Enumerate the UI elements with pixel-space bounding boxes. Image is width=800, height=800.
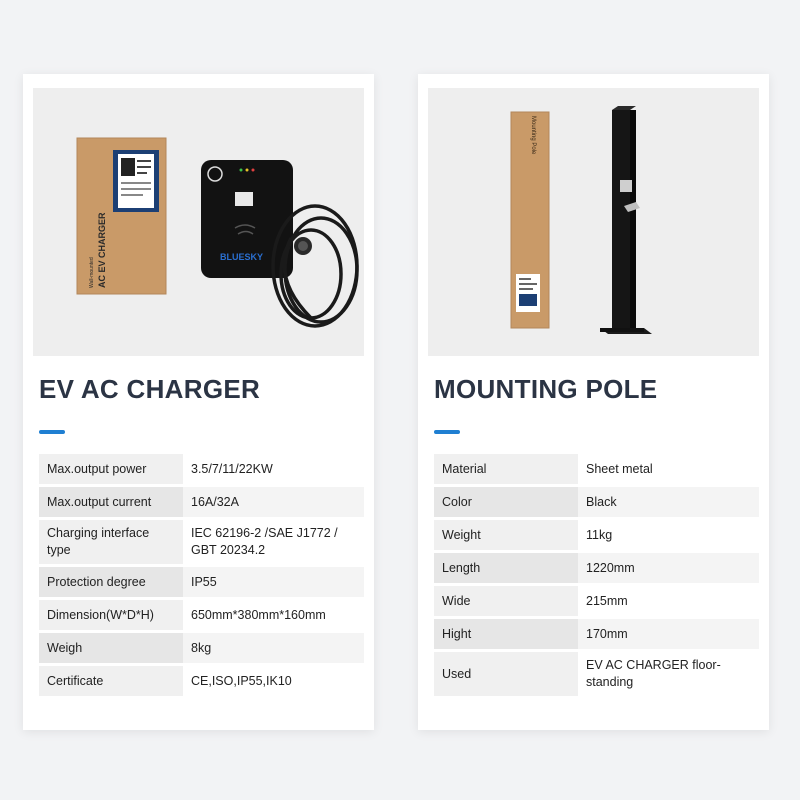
spec-value: Black [578, 487, 759, 517]
spec-label: Color [434, 487, 578, 517]
table-row [39, 454, 364, 484]
product-title: EV AC CHARGER [39, 374, 261, 404]
spec-label: Hight [434, 619, 578, 649]
box-subtext: Wall-mounted [89, 257, 95, 288]
spec-label: Max.output current [39, 487, 183, 517]
mounting-pole-spec-table [434, 451, 759, 699]
spec-value: 1220mm [578, 553, 759, 583]
ev-charger-spec-table [39, 451, 364, 699]
spec-label: Weigh [39, 633, 183, 663]
spec-label: Max.output power [39, 454, 183, 484]
table-row [434, 652, 759, 696]
table-row [39, 487, 364, 517]
spec-value: IEC 62196-2 /SAE J1772 / GBT 20234.2 [183, 520, 364, 564]
spec-label: Wide [434, 586, 578, 616]
spec-value: 16A/32A [183, 487, 364, 517]
table-row [39, 633, 364, 663]
spec-value: EV AC CHARGER floor-standing [578, 652, 759, 696]
pole-box-text: Mounting Pole [530, 116, 536, 155]
spec-value: 170mm [578, 619, 759, 649]
mounting-pole-illustration [428, 88, 759, 356]
spec-label: Protection degree [39, 567, 183, 597]
table-row [434, 553, 759, 583]
spec-value: 11kg [578, 520, 759, 550]
spec-label: Weight [434, 520, 578, 550]
table-row [434, 454, 759, 484]
ev-charger-illustration [33, 88, 364, 356]
mounting-pole-card [418, 74, 769, 730]
spec-value: 650mm*380mm*160mm [183, 600, 364, 630]
table-row [39, 567, 364, 597]
ev-charger-product-photo [33, 88, 364, 356]
charging-cable [273, 206, 357, 326]
spec-value: 8kg [183, 633, 364, 663]
title-accent-bar [39, 430, 65, 434]
spec-value: 3.5/7/11/22KW [183, 454, 364, 484]
table-row [434, 619, 759, 649]
spec-label: Used [434, 652, 578, 696]
title-accent-bar [434, 430, 460, 434]
spec-label: Certificate [39, 666, 183, 696]
table-row [434, 520, 759, 550]
mounting-pole [612, 110, 630, 330]
spec-value: 215mm [578, 586, 759, 616]
table-row [434, 586, 759, 616]
spec-value: Sheet metal [578, 454, 759, 484]
spec-value: IP55 [183, 567, 364, 597]
spec-label: Charging interface type [39, 520, 183, 564]
table-row [434, 487, 759, 517]
spec-label: Length [434, 553, 578, 583]
mounting-pole-product-photo [428, 88, 759, 356]
table-row [39, 600, 364, 630]
product-title: MOUNTING POLE [434, 374, 658, 404]
spec-label: Material [434, 454, 578, 484]
spec-value: CE,ISO,IP55,IK10 [183, 666, 364, 696]
table-row [39, 520, 364, 564]
ev-charger-card [23, 74, 374, 730]
charger-brand: BLUESKY [220, 252, 264, 262]
spec-label: Dimension(W*D*H) [39, 600, 183, 630]
table-row [39, 666, 364, 696]
box-product-text: AC EV CHARGER [97, 212, 107, 288]
